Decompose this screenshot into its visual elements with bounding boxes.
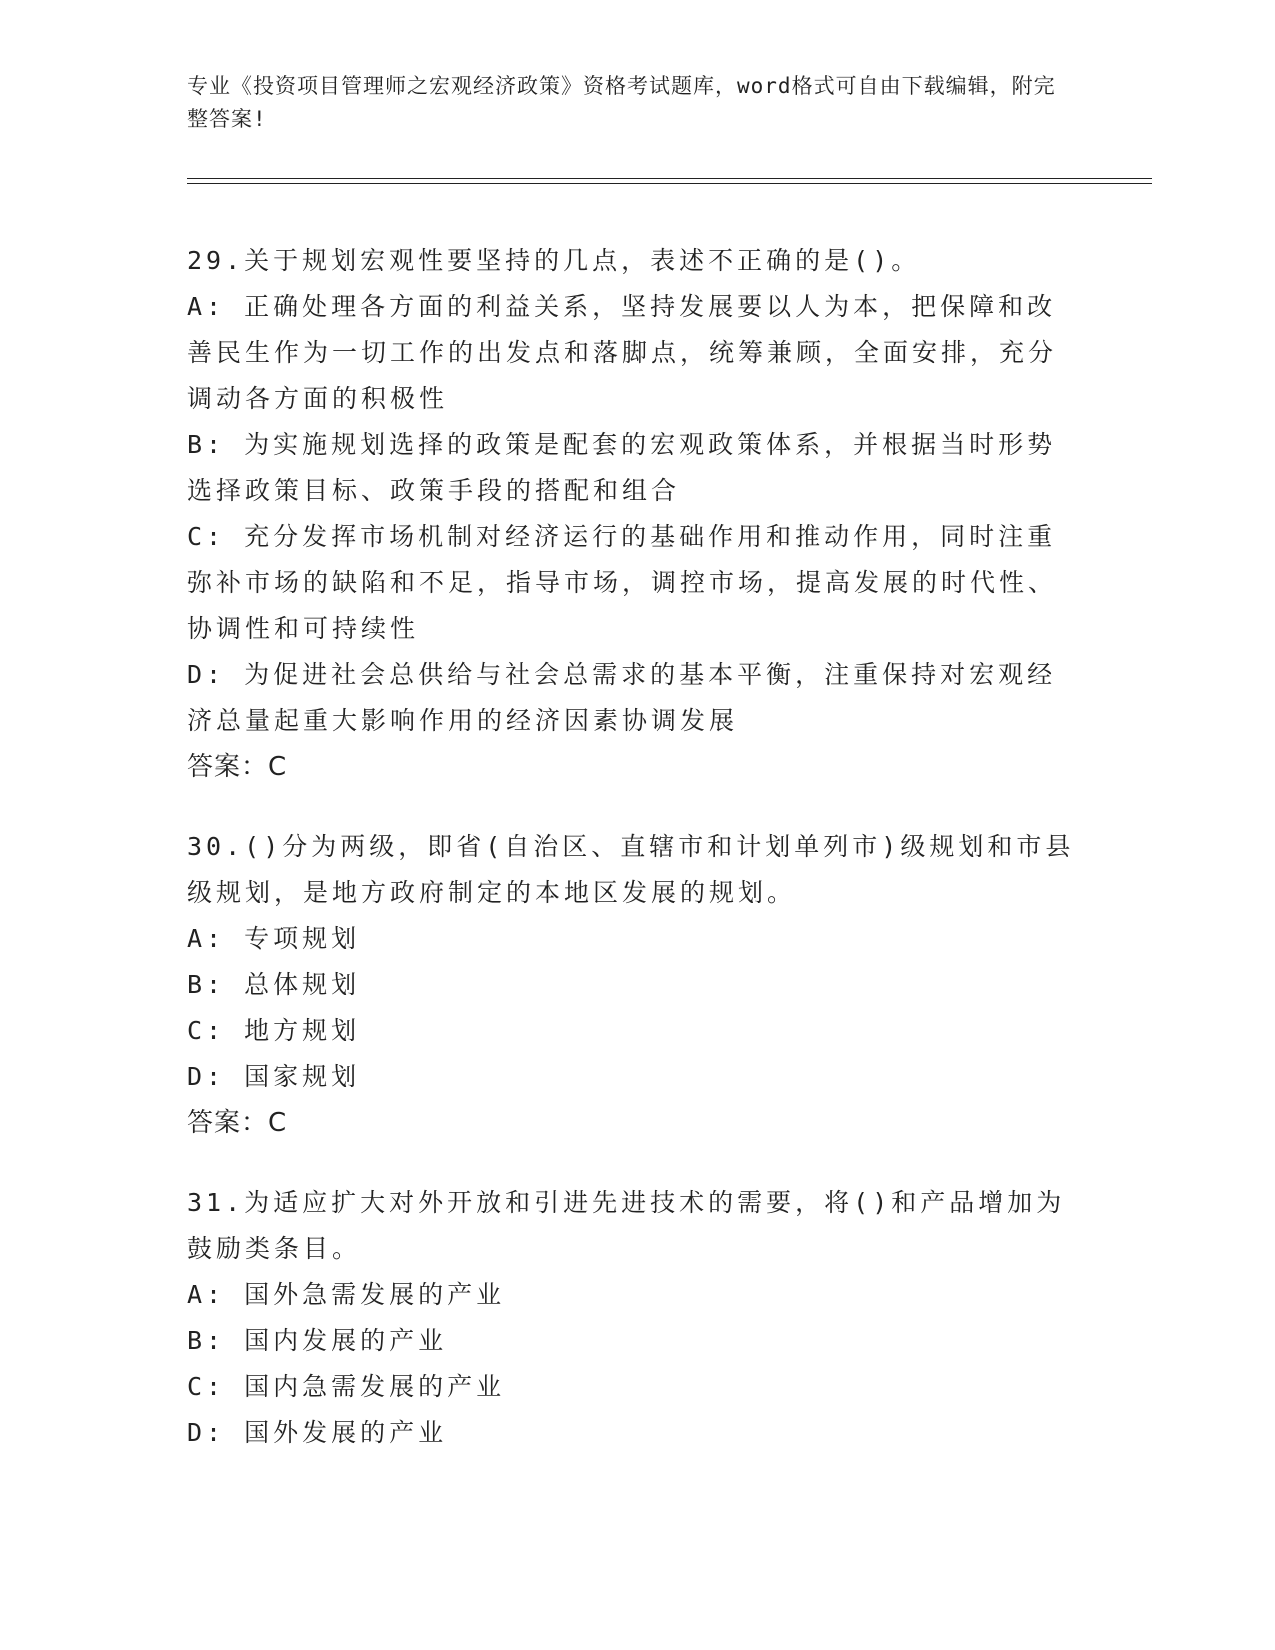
option-a: A: 正确处理各方面的利益关系，坚持发展要以人为本，把保障和改善民生作为一切工作的出发点和落脚点，统筹兼顾，全面安排，充分调动各方面的积极性 [187, 292, 1058, 413]
option-b: B: 国内发展的产业 [187, 1326, 448, 1355]
answer-label: 答案：C [187, 752, 288, 782]
question-stem: 29.关于规划宏观性要坚持的几点，表述不正确的是()。 [187, 246, 921, 275]
option-a: A: 专项规划 [187, 924, 361, 953]
option-b: B: 为实施规划选择的政策是配套的宏观政策体系，并根据当时形势选择政策目标、政策手段的搭配和组合 [187, 430, 1057, 505]
header-divider-top [187, 178, 1152, 179]
header-divider-bottom [187, 183, 1152, 184]
option-a: A: 国外急需发展的产业 [187, 1280, 506, 1309]
question-29 [187, 238, 1077, 790]
question-31 [187, 1180, 1077, 1456]
document-header: 专业《投资项目管理师之宏观经济政策》资格考试题库，word格式可自由下载编辑，附完整答案! [187, 74, 1056, 131]
question-stem: 31.为适应扩大对外开放和引进先进技术的需要，将()和产品增加为鼓励类条目。 [187, 1188, 1066, 1263]
answer-label: 答案：C [187, 1108, 288, 1138]
option-d: D: 国家规划 [187, 1062, 361, 1091]
option-d: D: 为促进社会总供给与社会总需求的基本平衡，注重保持对宏观经济总量起重大影响作用的经济因素协调发展 [187, 660, 1057, 735]
question-stem: 30.()分为两级，即省(自治区、直辖市和计划单列市)级规划和市县级规划，是地方政府制定的本地区发展的规划。 [187, 832, 1075, 907]
option-c: C: 充分发挥市场机制对经济运行的基础作用和推动作用，同时注重弥补市场的缺陷和不足，指导市场，调控市场，提高发展的时代性、协调性和可持续性 [187, 522, 1058, 643]
option-d: D: 国外发展的产业 [187, 1418, 448, 1447]
option-c: C: 国内急需发展的产业 [187, 1372, 506, 1401]
option-c: C: 地方规划 [187, 1016, 361, 1045]
question-30 [187, 824, 1077, 1146]
option-b: B: 总体规划 [187, 970, 361, 999]
question-list [187, 238, 1077, 1490]
